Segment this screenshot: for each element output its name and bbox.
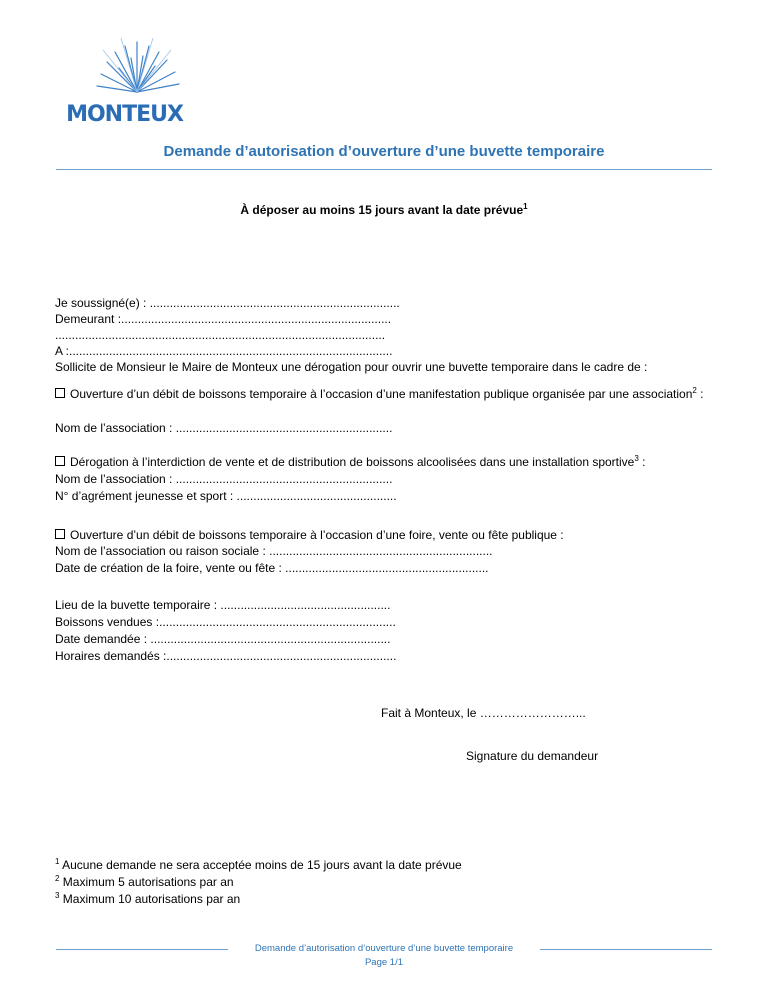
footnote-1-number: 1 (55, 857, 60, 866)
option-3-association-field[interactable]: Nom de l’association ou raison sociale : ................................................................... (55, 544, 493, 558)
footnote-ref-2: 2 (692, 386, 697, 395)
page-number: Page 1/1 (364, 957, 404, 968)
option-1-label: Ouverture d’un débit de boissons temporaire à l’occasion d’une manifestation publique organisée par une association (70, 387, 693, 401)
option-3 (55, 527, 564, 543)
deadline-note (0, 203, 768, 217)
option-3-label: Ouverture d’un débit de boissons temporaire à l’occasion d’une foire, vente ou fête publique : (70, 528, 564, 542)
option-3-checkbox[interactable] (55, 529, 65, 539)
fait-a-field[interactable]: Fait à Monteux, le ……………………... (381, 706, 586, 720)
footnote-1-text: Aucune demande ne sera acceptée moins de 15 jours avant la date prévue (62, 858, 462, 872)
footnote-1 (55, 857, 462, 873)
horaires-field[interactable]: Horaires demandés :..................................................................... (55, 649, 397, 663)
lieu-field[interactable]: Lieu de la buvette temporaire : ................................................... (55, 598, 391, 612)
footnote-ref-3: 3 (634, 454, 639, 463)
demeurant-continued-field[interactable]: ................................................................................................... (55, 328, 386, 342)
footnote-3 (55, 891, 240, 907)
footnote-2-number: 2 (55, 874, 60, 883)
option-1-suffix: : (696, 387, 704, 401)
a-field[interactable]: A :................................................................................................. (55, 344, 393, 358)
option-2-checkbox[interactable] (55, 456, 65, 466)
footer-title: Demande d’autorisation d’ouverture d’une buvette temporaire (254, 943, 514, 954)
date-demandee-field[interactable]: Date demandée : ........................................................................ (55, 632, 391, 646)
option-2-suffix: : (638, 455, 646, 469)
monteux-logo (57, 34, 192, 129)
option-2-label: Dérogation à l’interdiction de vente et de distribution de boissons alcoolisées dans une installation sportive (70, 455, 635, 469)
option-3-date-field[interactable]: Date de création de la foire, vente ou fête : ............................................................. (55, 561, 489, 575)
soussigne-field[interactable]: Je soussigné(e) : ........................................................................... (55, 296, 400, 310)
boissons-field[interactable]: Boissons vendues :....................................................................... (55, 615, 396, 629)
option-1-association-field[interactable]: Nom de l’association : ................................................................. (55, 421, 393, 435)
logo-text: MONTEUX (66, 102, 183, 127)
option-2 (55, 454, 645, 470)
footnote-2-text: Maximum 5 autorisations par an (62, 875, 234, 889)
page-title: Demande d’autorisation d’ouverture d’une buvette temporaire (163, 143, 605, 160)
footnote-2 (55, 874, 234, 890)
option-1 (55, 385, 713, 403)
footnote-3-number: 3 (55, 891, 60, 900)
footnote-3-text: Maximum 10 autorisations par an (62, 892, 241, 906)
option-1-checkbox[interactable] (55, 388, 65, 398)
footnote-ref-1: 1 (523, 202, 528, 211)
option-2-agrement-field[interactable]: N° d’agrément jeunesse et sport : ................................................ (55, 489, 397, 503)
signature-label: Signature du demandeur (466, 749, 599, 763)
deadline-text: À déposer au moins 15 jours avant la date prévue (240, 203, 524, 217)
demeurant-field[interactable]: Demeurant :................................................................................. (55, 312, 392, 326)
sollicite-text: Sollicite de Monsieur le Maire de Monteux une dérogation pour ouvrir une buvette temporaire dans le cadre de : (55, 360, 648, 374)
option-2-association-field[interactable]: Nom de l’association : ................................................................. (55, 472, 393, 486)
title-divider (56, 169, 712, 170)
